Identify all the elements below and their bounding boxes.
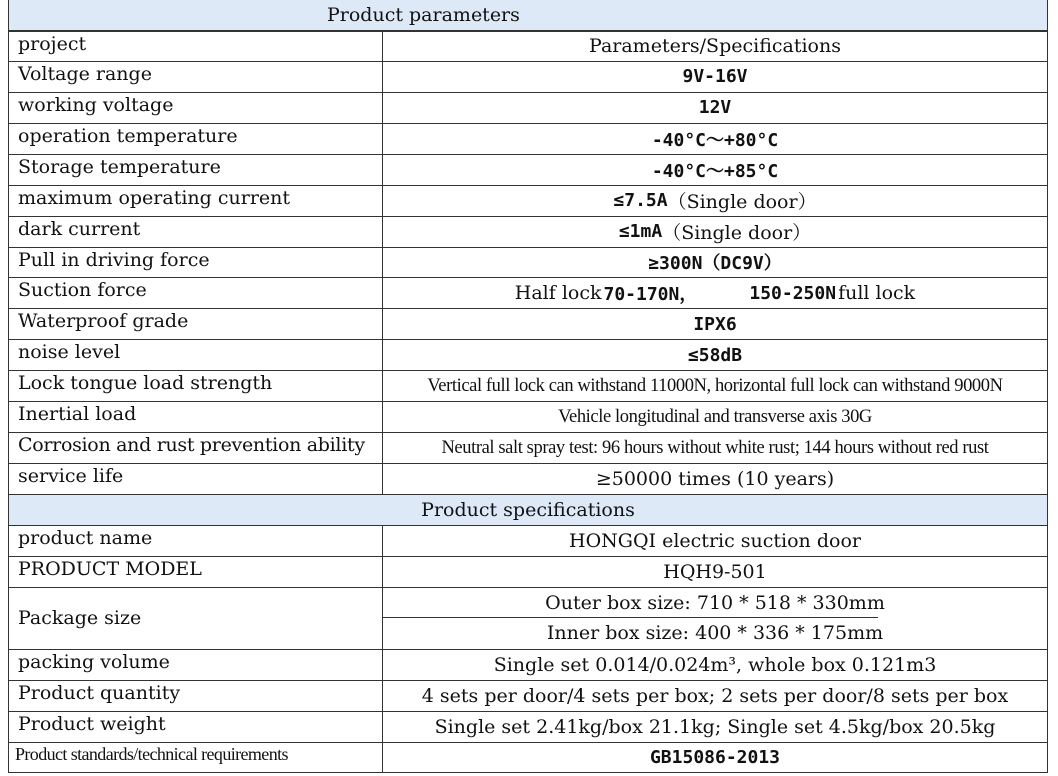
table-row (8, 248, 1048, 279)
value-note: （Single door） (662, 222, 812, 245)
table-row (8, 743, 1048, 774)
row-label: operation temperature (9, 124, 383, 154)
value-main: ≤1mA (618, 221, 663, 243)
row-value: ≥300N（DC9V） (648, 253, 782, 275)
row-label: Lock tongue load strength (9, 371, 383, 401)
value-pre: Half lock (514, 282, 602, 305)
row-label: working voltage (9, 93, 383, 123)
table-row (8, 124, 1048, 155)
row-label: Product weight (9, 712, 383, 742)
table-row (8, 526, 1048, 557)
row-label: packing volume (9, 650, 383, 680)
row-value: Neutral salt spray test: 96 hours without white rust; 144 hours without red rust (441, 437, 989, 458)
table-row (8, 62, 1048, 93)
outer-box-size: Outer box size: 710 * 518 * 330mm (383, 588, 878, 618)
row-value (383, 278, 1047, 308)
row-value: IPX6 (693, 313, 737, 335)
section-title: Product specifications (421, 498, 635, 521)
row-label: service life (9, 464, 383, 494)
row-label: Package size (9, 588, 383, 649)
row-label: Voltage range (9, 62, 383, 92)
table-row (8, 371, 1048, 402)
table-row (8, 650, 1048, 681)
table-row (8, 278, 1048, 309)
row-label: Waterproof grade (9, 309, 383, 339)
row-value: -40°C～+80°C (651, 129, 779, 151)
table-row (8, 712, 1048, 743)
row-value: Vertical full lock can withstand 11000N, horizontal full lock can withstand 9000N (427, 375, 1003, 396)
value-main: ≤7.5A (613, 190, 668, 212)
row-label: Storage temperature (9, 155, 383, 185)
table-row-package-size (8, 588, 1048, 650)
table-row (8, 557, 1048, 588)
row-value: -40°C～+85°C (651, 160, 779, 182)
value-full-lock: 150-250N (749, 282, 837, 304)
table-row (8, 217, 1048, 248)
table-row (8, 155, 1048, 186)
row-value (383, 588, 1047, 649)
value-half-lock: 70-170N， (603, 284, 698, 306)
value-note: （Single door） (667, 191, 817, 214)
row-label: Corrosion and rust prevention ability (9, 433, 383, 463)
row-label: PRODUCT MODEL (9, 557, 383, 587)
row-value: 4 sets per door/4 sets per box; 2 sets per door/8 sets per box (421, 684, 1009, 707)
inner-box-size: Inner box size: 400 * 336 * 175mm (546, 622, 884, 645)
row-value: Vehicle longitudinal and transverse axis 30G (558, 406, 872, 427)
header-value: Parameters/Specifications (589, 35, 841, 58)
table-header-row (8, 31, 1048, 62)
row-value: HONGQI electric suction door (569, 529, 861, 552)
section-header-specifications (8, 495, 1048, 526)
row-label: maximum operating current (9, 186, 383, 216)
row-label: product name (9, 526, 383, 556)
table-row (8, 464, 1048, 495)
row-value: ≥50000 times (10 years) (595, 468, 835, 491)
row-value: Single set 2.41kg/box 21.1kg; Single set 4.5kg/box 20.5kg (434, 715, 996, 738)
row-label: Suction force (9, 278, 383, 308)
value-post: full lock (838, 282, 916, 305)
table-row (8, 402, 1048, 433)
row-label: Product quantity (9, 681, 383, 711)
table-row (8, 433, 1048, 464)
row-value: 12V (698, 97, 732, 119)
section-title: Product parameters (327, 3, 520, 26)
row-label: Product standards/technical requirements (9, 743, 383, 773)
table-row (8, 340, 1048, 371)
row-label: noise level (9, 340, 383, 370)
row-value: GB15086-2013 (649, 746, 781, 768)
row-value: Single set 0.014/0.024m³, whole box 0.121m3 (493, 653, 937, 676)
row-label: Inertial load (9, 402, 383, 432)
table-row (8, 93, 1048, 124)
section-header-parameters (8, 0, 1048, 31)
header-label: project (9, 32, 383, 61)
table-row (8, 681, 1048, 712)
row-label: Pull in driving force (9, 248, 383, 278)
row-value (383, 186, 1047, 216)
row-value: ≤58dB (687, 344, 743, 366)
row-label: dark current (9, 217, 383, 247)
row-value (383, 217, 1047, 247)
table-row (8, 309, 1048, 340)
row-value: 9V-16V (682, 66, 748, 88)
row-value: HQH9-501 (663, 560, 767, 583)
product-table (8, 0, 1048, 773)
table-row (8, 186, 1048, 217)
